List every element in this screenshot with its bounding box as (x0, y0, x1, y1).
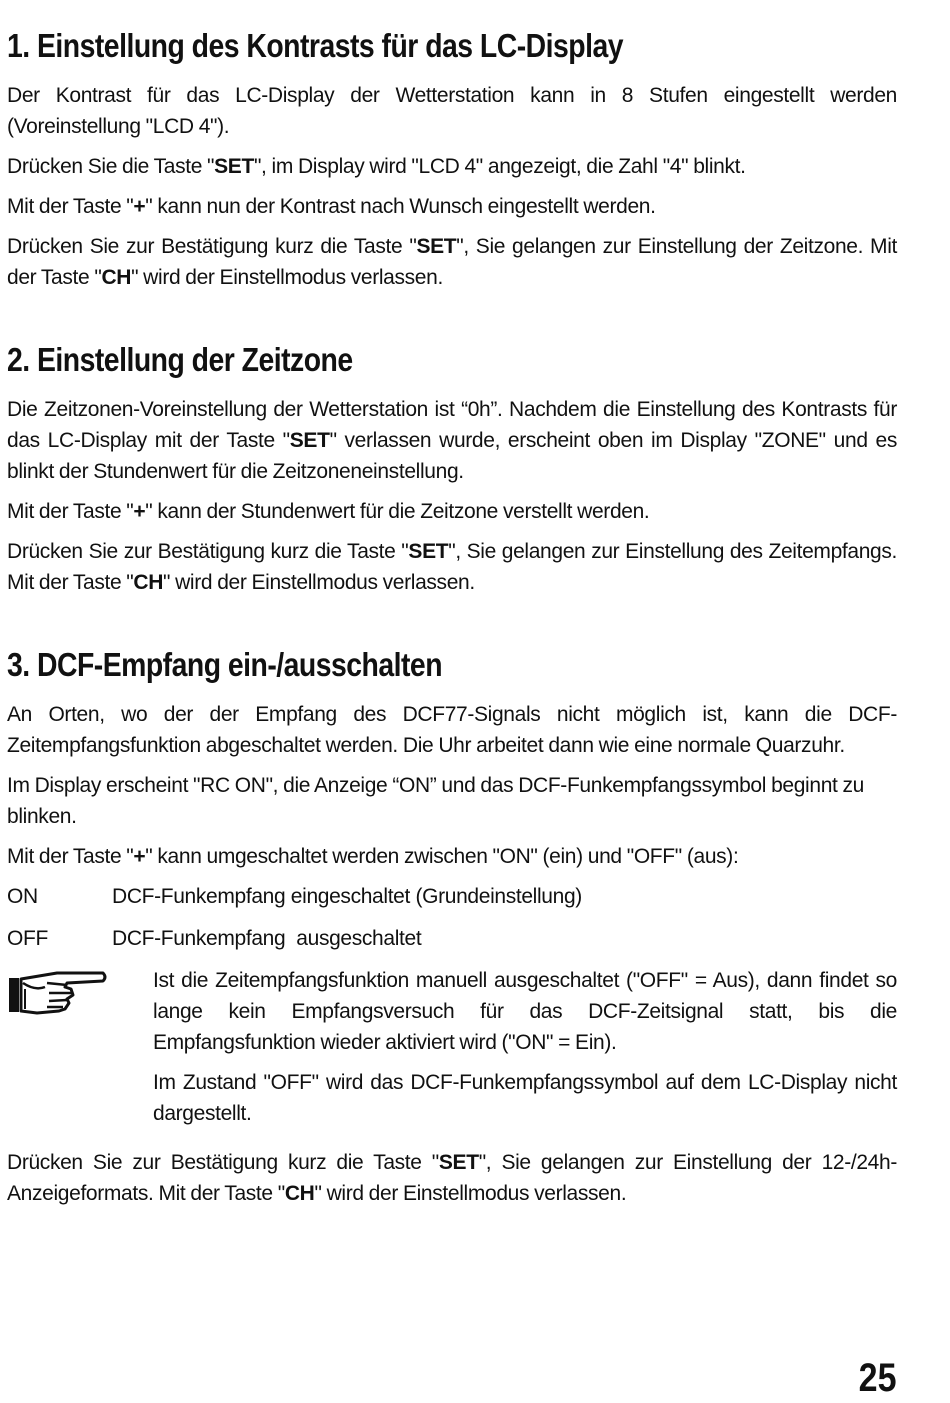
note-paragraph-1: Ist die Zeitempfangsfunktion manuell ausgeschaltet ("OFF" = Aus), dann findet so lange kein Empfangsversuch für das DCF-Zeitsignal statt, bis die Empfangsfunktion wieder aktiviert wird ("ON" = Ein). (153, 969, 897, 1054)
section-2-paragraph-1: Die Zeitzonen-Voreinstellung der Wetterstation ist “0h”. Nachdem die Einstellung des Kontrasts für das LC-Display mit der Taste "SET" verlassen wurde, erscheint oben im Display "ZONE" und es blinkt der Stundenwert für die Zeitzoneneinstellung. (7, 398, 897, 483)
option-description: DCF-Funkempfang eingeschaltet (Grundeinstellung) (112, 885, 582, 908)
pointing-hand-icon (7, 965, 153, 1138)
section-1-title: 1. Einstellung des Kontrasts für das LC-Display (7, 27, 624, 64)
option-key: OFF (7, 927, 48, 950)
section-2-paragraph-2: Mit der Taste "+" kann der Stundenwert für die Zeitzone verstellt werden. (7, 500, 650, 523)
section-3-paragraph-1: An Orten, wo der der Empfang des DCF77-Signals nicht möglich ist, kann die DCF-Zeitempfangsfunktion abgeschaltet werden. Die Uhr arbeitet dann wie eine normale Quarzuhr. (7, 703, 897, 757)
section-1-paragraph-3: Mit der Taste "+" kann nun der Kontrast nach Wunsch eingestellt werden. (7, 195, 656, 218)
document-page (7, 26, 897, 1218)
option-row-off (7, 923, 897, 954)
section-3-paragraph-4: Drücken Sie zur Bestätigung kurz die Taste "SET", Sie gelangen zur Einstellung der 12-/24h-Anzeigeformats. Mit der Taste "CH" wird der Einstellmodus verlassen. (7, 1151, 897, 1205)
page-number: 25 (858, 1356, 896, 1400)
section-1-paragraph-4: Drücken Sie zur Bestätigung kurz die Taste "SET", Sie gelangen zur Einstellung der Zeitzone. Mit der Taste "CH" wird der Einstellmodus verlassen. (7, 235, 897, 289)
section-2-title: 2. Einstellung der Zeitzone (7, 341, 353, 378)
option-key: ON (7, 885, 38, 908)
section-1-paragraph-2: Drücken Sie die Taste "SET", im Display wird "LCD 4" angezeigt, die Zahl "4" blinkt. (7, 155, 746, 178)
section-3-paragraph-2: Im Display erscheint "RC ON", die Anzeige “ON” und das DCF-Funkempfangssymbol beginnt zu blinken. (7, 774, 864, 828)
note-paragraph-2: Im Zustand "OFF" wird das DCF-Funkempfangssymbol auf dem LC-Display nicht dargestellt. (153, 1071, 897, 1125)
option-description: DCF-Funkempfang ausgeschaltet (112, 927, 422, 950)
section-3-paragraph-3: Mit der Taste "+" kann umgeschaltet werden zwischen "ON" (ein) und "OFF" (aus): (7, 845, 739, 868)
option-row-on (7, 881, 897, 912)
note-block (7, 965, 897, 1138)
section-1-paragraph-1: Der Kontrast für das LC-Display der Wetterstation kann in 8 Stufen eingestellt werden (Voreinstellung "LCD 4"). (7, 84, 897, 138)
section-3-title: 3. DCF-Empfang ein-/ausschalten (7, 646, 443, 683)
section-2-paragraph-3: Drücken Sie zur Bestätigung kurz die Taste "SET", Sie gelangen zur Einstellung des Zeitempfangs. Mit der Taste "CH" wird der Einstellmodus verlassen. (7, 540, 897, 594)
